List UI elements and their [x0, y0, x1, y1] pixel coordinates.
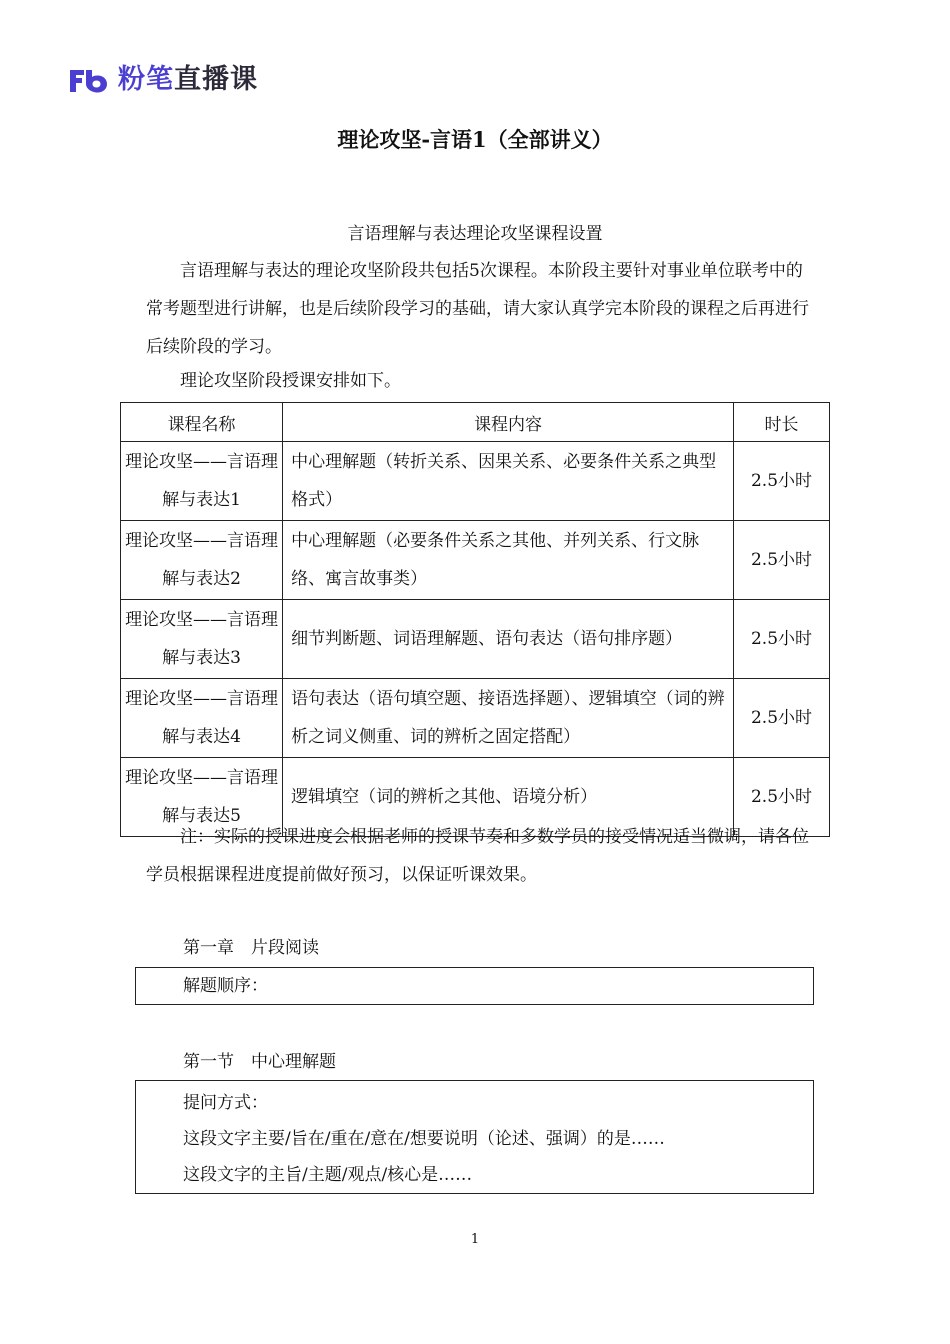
- table-header-row: [121, 403, 830, 442]
- schedule-intro: 理论攻坚阶段授课安排如下。: [180, 371, 401, 391]
- logo: [68, 62, 258, 98]
- header-duration: 时长: [734, 403, 830, 442]
- solving-order-box: [135, 967, 814, 1005]
- course-content-cell: 中心理解题（转折关系、因果关系、必要条件关系之典型格式）: [283, 442, 734, 521]
- course-duration-cell: 2.5小时: [734, 442, 830, 521]
- fenbi-logo-icon: [68, 66, 110, 94]
- course-name-cell: 理论攻坚——言语理解与表达1: [121, 442, 283, 521]
- table-row: [121, 600, 830, 679]
- course-duration-cell: 2.5小时: [734, 521, 830, 600]
- chapter-heading: 第一章 片段阅读: [183, 938, 319, 958]
- question-format-line: 这段文字的主旨/主题/观点/核心是……: [183, 1165, 473, 1185]
- logo-rest: 直播课: [174, 64, 258, 95]
- question-format-line: 提问方式：: [183, 1093, 268, 1113]
- course-name-cell: 理论攻坚——言语理解与表达3: [121, 600, 283, 679]
- intro-paragraph: 言语理解与表达的理论攻坚阶段共包括5次课程。本阶段主要针对事业单位联考中的常考题型进行讲解，也是后续阶段学习的基础，请大家认真学完本阶段的课程之后再进行后续阶段的学习。: [146, 261, 809, 357]
- page-number: 1: [470, 1232, 480, 1247]
- course-duration-cell: 2.5小时: [734, 679, 830, 758]
- table-row: [121, 521, 830, 600]
- section-title: 言语理解与表达理论攻坚课程设置: [347, 224, 603, 244]
- course-name-cell: 理论攻坚——言语理解与表达4: [121, 679, 283, 758]
- course-content-cell: 逻辑填空（词的辨析之其他、语境分析）: [283, 758, 734, 837]
- course-duration-cell: 2.5小时: [734, 758, 830, 837]
- section-heading: 第一节 中心理解题: [183, 1052, 336, 1072]
- course-name-cell: 理论攻坚——言语理解与表达5: [121, 758, 283, 837]
- logo-brand: 粉笔: [118, 64, 174, 95]
- logo-text: [118, 62, 258, 98]
- course-content-cell: 中心理解题（必要条件关系之其他、并列关系、行文脉络、寓言故事类）: [283, 521, 734, 600]
- header-course-content: 课程内容: [283, 403, 734, 442]
- course-table: [120, 402, 830, 837]
- solving-order-label: 解题顺序：: [183, 976, 268, 996]
- course-content-cell: 细节判断题、词语理解题、语句表达（语句排序题）: [283, 600, 734, 679]
- note-paragraph: 注：实际的授课进度会根据老师的授课节奏和多数学员的接受情况适当微调，请各位学员根据课程进度提前做好预习，以保证听课效果。: [146, 827, 809, 885]
- course-duration-cell: 2.5小时: [734, 600, 830, 679]
- question-format-box: [135, 1080, 814, 1194]
- table-row: [121, 679, 830, 758]
- document-title: 理论攻坚-言语1（全部讲义）: [337, 127, 613, 152]
- table-row: [121, 442, 830, 521]
- course-name-cell: 理论攻坚——言语理解与表达2: [121, 521, 283, 600]
- header-course-name: 课程名称: [121, 403, 283, 442]
- course-content-cell: 语句表达（语句填空题、接语选择题）、逻辑填空（词的辨析之词义侧重、词的辨析之固定搭配）: [283, 679, 734, 758]
- question-format-line: 这段文字主要/旨在/重在/意在/想要说明（论述、强调）的是……: [183, 1129, 665, 1149]
